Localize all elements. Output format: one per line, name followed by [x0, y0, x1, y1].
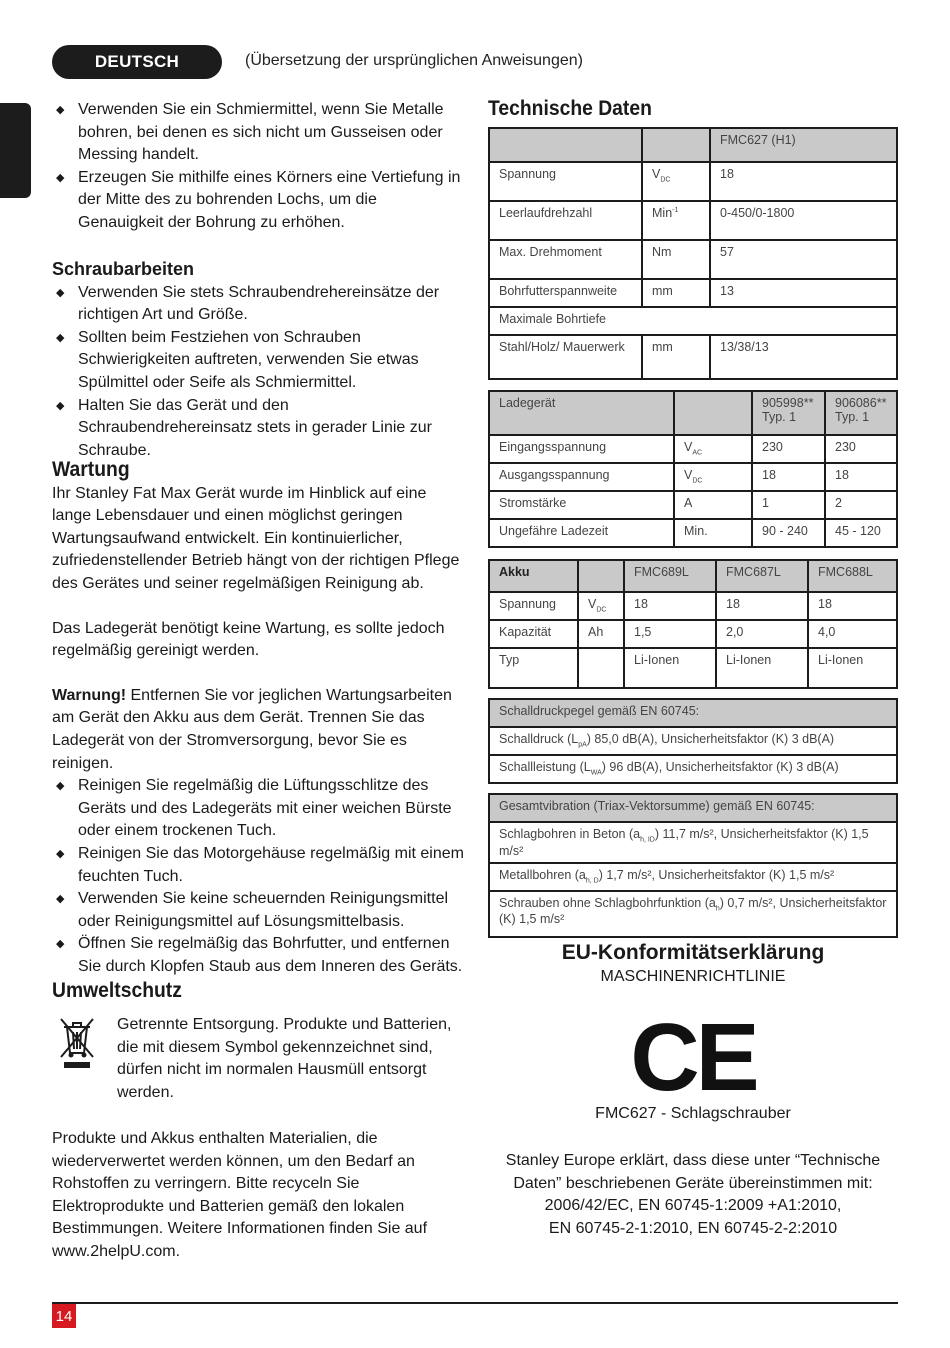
table-cell: 906086** Typ. 1 — [825, 391, 897, 435]
table-row — [489, 491, 897, 519]
table-cell: 45 - 120 — [825, 519, 897, 547]
paragraph: Das Ladegerät benötigt keine Wartung, es sollte jedoch regelmäßig gereinigt werden. — [52, 619, 445, 660]
table-row — [489, 391, 897, 435]
table-cell: Spannung — [489, 592, 578, 620]
table-cell: FMC689L — [624, 560, 716, 592]
table-cell: $V_{DC}$ — [578, 592, 624, 620]
table-cell: Schrauben ohne Schlagbohrfunktion $(a_h)$ 0,7 m/s², Unsicherheitsfaktor (K) 1,5 m/s² — [489, 891, 897, 937]
table-row — [489, 307, 897, 335]
screwing-section — [52, 258, 464, 462]
table-row — [489, 560, 897, 592]
table-cell: Ah — [578, 620, 624, 648]
list-item: ◆ Verwenden Sie ein Schmiermittel, wenn Sie Metalle bohren, bei denen es sich nicht um Gusseisen oder Messing handelt. — [52, 99, 464, 167]
list-item: ◆ Halten Sie das Gerät und den Schraubendrehereinsatz stets in gerader Linie zur Schraube. — [52, 395, 464, 463]
table-row — [489, 727, 897, 755]
table-cell: Bohrfutterspannweite — [489, 279, 642, 307]
page-number: 14 — [52, 1304, 76, 1328]
list-item: ◆ Sollten beim Festziehen von Schrauben Schwierigkeiten auftreten, verwenden Sie etwas Spülmittel oder Seife als Schmiermittel. — [52, 327, 464, 395]
table-cell: mm — [642, 335, 710, 379]
table-cell: Max. Drehmoment — [489, 240, 642, 279]
table-cell: Leerlaufdrehzahl — [489, 201, 642, 240]
table-cell: 18 — [808, 592, 897, 620]
standards-line: EN 60745-2-1:2010, EN 60745-2-2:2010 — [548, 1219, 838, 1237]
table-cell: 0-450/0-1800 — [710, 201, 897, 240]
maintenance-section — [52, 459, 464, 978]
crossed-bin-icon — [57, 1015, 97, 1069]
eu-title: EU-Konformitätserklärung — [561, 941, 825, 964]
table-row — [489, 648, 897, 688]
table-cell: 18 — [624, 592, 716, 620]
footer-rule — [52, 1302, 898, 1304]
table-cell — [578, 648, 624, 688]
table-cell: 18 — [710, 162, 897, 201]
table-cell: Typ — [489, 648, 578, 688]
table-cell: 2,0 — [716, 620, 808, 648]
table-row — [489, 279, 897, 307]
table-row — [489, 592, 897, 620]
table-cell: $V_{DC}$ — [642, 162, 710, 201]
table-cell: $V_{DC}$ — [674, 463, 752, 491]
table-cell: Ausgangsspannung — [489, 463, 674, 491]
product-name: FMC627 - Schlagschrauber — [595, 1105, 791, 1122]
table-cell: Metallbohren $(a_{h, D})$ 1,7 m/s², Unsicherheitsfaktor (K) 1,5 m/s² — [489, 863, 897, 891]
section-heading: Schraubarbeiten — [52, 259, 195, 279]
table-cell: Schalldruckpegel gemäß EN 60745: — [489, 699, 897, 727]
table-row — [489, 435, 897, 463]
table-cell: $V_{AC}$ — [674, 435, 752, 463]
charger-specs-table — [488, 390, 898, 548]
table-cell: 2 — [825, 491, 897, 519]
paragraph: Ihr Stanley Fat Max Gerät wurde im Hinblick auf eine lange Lebensdauer und einen möglichst geringen Wartungsaufwand entwickelt. Ein kontinuierlicher, zufriedenstellender Betrieb hängt von der richtigen Pflege des Gerätes und seiner regelmäßigen Reinigung ab. — [52, 484, 460, 592]
recycling-section — [52, 1128, 464, 1264]
table-cell: 13/38/13 — [710, 335, 897, 379]
disposal-note — [117, 1014, 467, 1104]
table-cell: FMC688L — [808, 560, 897, 592]
table-cell: Kapazität — [489, 620, 578, 648]
table-row — [489, 240, 897, 279]
paragraph: Getrennte Entsorgung. Produkte und Batterien, die mit diesem Symbol gekennzeichnet sind, dürfen nicht im normalen Hausmüll entsorgt werden. — [117, 1016, 452, 1101]
table-row — [489, 463, 897, 491]
table-cell: 18 — [752, 463, 825, 491]
tool-specs-table — [488, 127, 898, 380]
table-row — [489, 620, 897, 648]
table-row — [489, 699, 897, 727]
list-item: ◆ Reinigen Sie regelmäßig die Lüftungsschlitze des Geräts und des Ladegeräts mit einer weichen Bürste oder einem trockenen Tuch. — [52, 775, 464, 843]
vibration-table — [488, 793, 898, 938]
table-cell: Ungefähre Ladezeit — [489, 519, 674, 547]
paragraph: Produkte und Akkus enthalten Materialien, die wiederverwertet werden können, um den Bedarf an Rohstoffen zu verringern. Bitte recyceln Sie Elektroprodukte und Batterien gemäß den lokalen Bestimmungen. Weitere Informationen finden Sie auf www.2helpU.com. — [52, 1130, 428, 1260]
table-cell: mm — [642, 279, 710, 307]
table-row — [489, 335, 897, 379]
table-cell: Schlagbohren in Beton $(a_{h, ID})$ 11,7 m/s², Unsicherheitsfaktor (K) 1,5 m/s² — [489, 822, 897, 863]
table-cell: FMC687L — [716, 560, 808, 592]
table-cell: A — [674, 491, 752, 519]
table-cell: 18 — [716, 592, 808, 620]
list-item: ◆ Verwenden Sie stets Schraubendrehereinsätze der richtigen Art und Größe. — [52, 282, 464, 327]
table-cell: 230 — [752, 435, 825, 463]
table-cell: Stahl/Holz/ Mauerwerk — [489, 335, 642, 379]
eu-declaration — [488, 941, 898, 986]
drilling-tips — [52, 99, 464, 235]
table-cell: Li-Ionen — [716, 648, 808, 688]
table-cell: Eingangsspannung — [489, 435, 674, 463]
table-row — [489, 128, 897, 162]
table-cell: Li-Ionen — [808, 648, 897, 688]
battery-specs-table — [488, 559, 898, 689]
section-heading: Umweltschutz — [52, 979, 182, 1002]
table-cell: Spannung — [489, 162, 642, 201]
table-cell: Gesamtvibration (Triax-Vektorsumme) gemäß EN 60745: — [489, 794, 897, 822]
table-cell: Min. — [674, 519, 752, 547]
table-cell: 230 — [825, 435, 897, 463]
list-item: ◆ Reinigen Sie das Motorgehäuse regelmäßig mit einem feuchten Tuch. — [52, 843, 464, 888]
table-row — [489, 162, 897, 201]
paragraph: Stanley Europe erklärt, dass diese unter “Technische Daten” beschriebenen Geräte übereinstimmen mit: — [505, 1152, 881, 1192]
table-cell: Min$^{-1}$ — [642, 201, 710, 240]
table-row — [489, 822, 897, 863]
table-cell: Maximale Bohrtiefe — [489, 307, 897, 335]
table-row — [489, 794, 897, 822]
list-item: ◆ Verwenden Sie keine scheuernden Reinigungsmittel oder Reinigungsmittel auf Lösungsmittelbasis. — [52, 888, 464, 933]
table-cell: Li-Ionen — [624, 648, 716, 688]
language-badge: DEUTSCH — [52, 45, 222, 79]
standards-line: 2006/42/EC, EN 60745-1:2009 +A1:2010, — [544, 1197, 842, 1215]
table-cell: 57 — [710, 240, 897, 279]
table-cell: Nm — [642, 240, 710, 279]
table-cell: 13 — [710, 279, 897, 307]
table-cell: 1,5 — [624, 620, 716, 648]
table-row — [489, 891, 897, 937]
table-row — [489, 863, 897, 891]
list-item: ◆ Erzeugen Sie mithilfe eines Körners eine Vertiefung in der Mitte des zu bohrenden Lochs, um die Genauigkeit der Bohrung zu erhöhen. — [52, 167, 464, 235]
ce-mark-icon: CE — [630, 1004, 756, 1111]
section-heading: Technische Daten — [488, 97, 652, 120]
table-cell: 1 — [752, 491, 825, 519]
table-row — [489, 755, 897, 783]
table-cell: Schalldruck $(L_{pA})$ 85,0 dB(A), Unsicherheitsfaktor (K) 3 dB(A) — [489, 727, 897, 755]
section-heading: Wartung — [52, 458, 130, 481]
warning-text: Entfernen Sie vor jeglichen Wartungsarbeiten am Gerät den Akku aus dem Gerät. Trennen Sie das Ladegerät von der Stromversorgung, bevor Sie es reinigen. — [52, 686, 452, 772]
list-item: ◆ Öffnen Sie regelmäßig das Bohrfutter, und entfernen Sie durch Klopfen Staub aus dem Inneren des Geräts. — [52, 933, 464, 978]
table-row — [489, 519, 897, 547]
tech-data-title-wrap — [488, 97, 666, 121]
table-cell: Stromstärke — [489, 491, 674, 519]
environment-section — [52, 980, 464, 1003]
table-cell: 905998** Typ. 1 — [752, 391, 825, 435]
table-row — [489, 201, 897, 240]
table-cell: 18 — [825, 463, 897, 491]
table-cell: FMC627 (H1) — [710, 128, 897, 162]
table-cell: Akku — [489, 560, 578, 592]
warning-paragraph — [52, 685, 464, 775]
table-cell: Ladegerät — [489, 391, 674, 435]
table-cell: 90 - 240 — [752, 519, 825, 547]
eu-subtitle: MASCHINENRICHTLINIE — [600, 968, 786, 985]
translation-note: (Übersetzung der ursprünglichen Anweisungen) — [245, 52, 583, 69]
side-tab-marker — [0, 103, 31, 198]
table-cell: Schallleistung $(L_{WA})$ 96 dB(A), Unsicherheitsfaktor (K) 3 dB(A) — [489, 755, 897, 783]
noise-table — [488, 698, 898, 784]
table-cell: 4,0 — [808, 620, 897, 648]
warning-label: Warnung! — [52, 686, 127, 704]
declaration-text — [488, 1150, 898, 1240]
